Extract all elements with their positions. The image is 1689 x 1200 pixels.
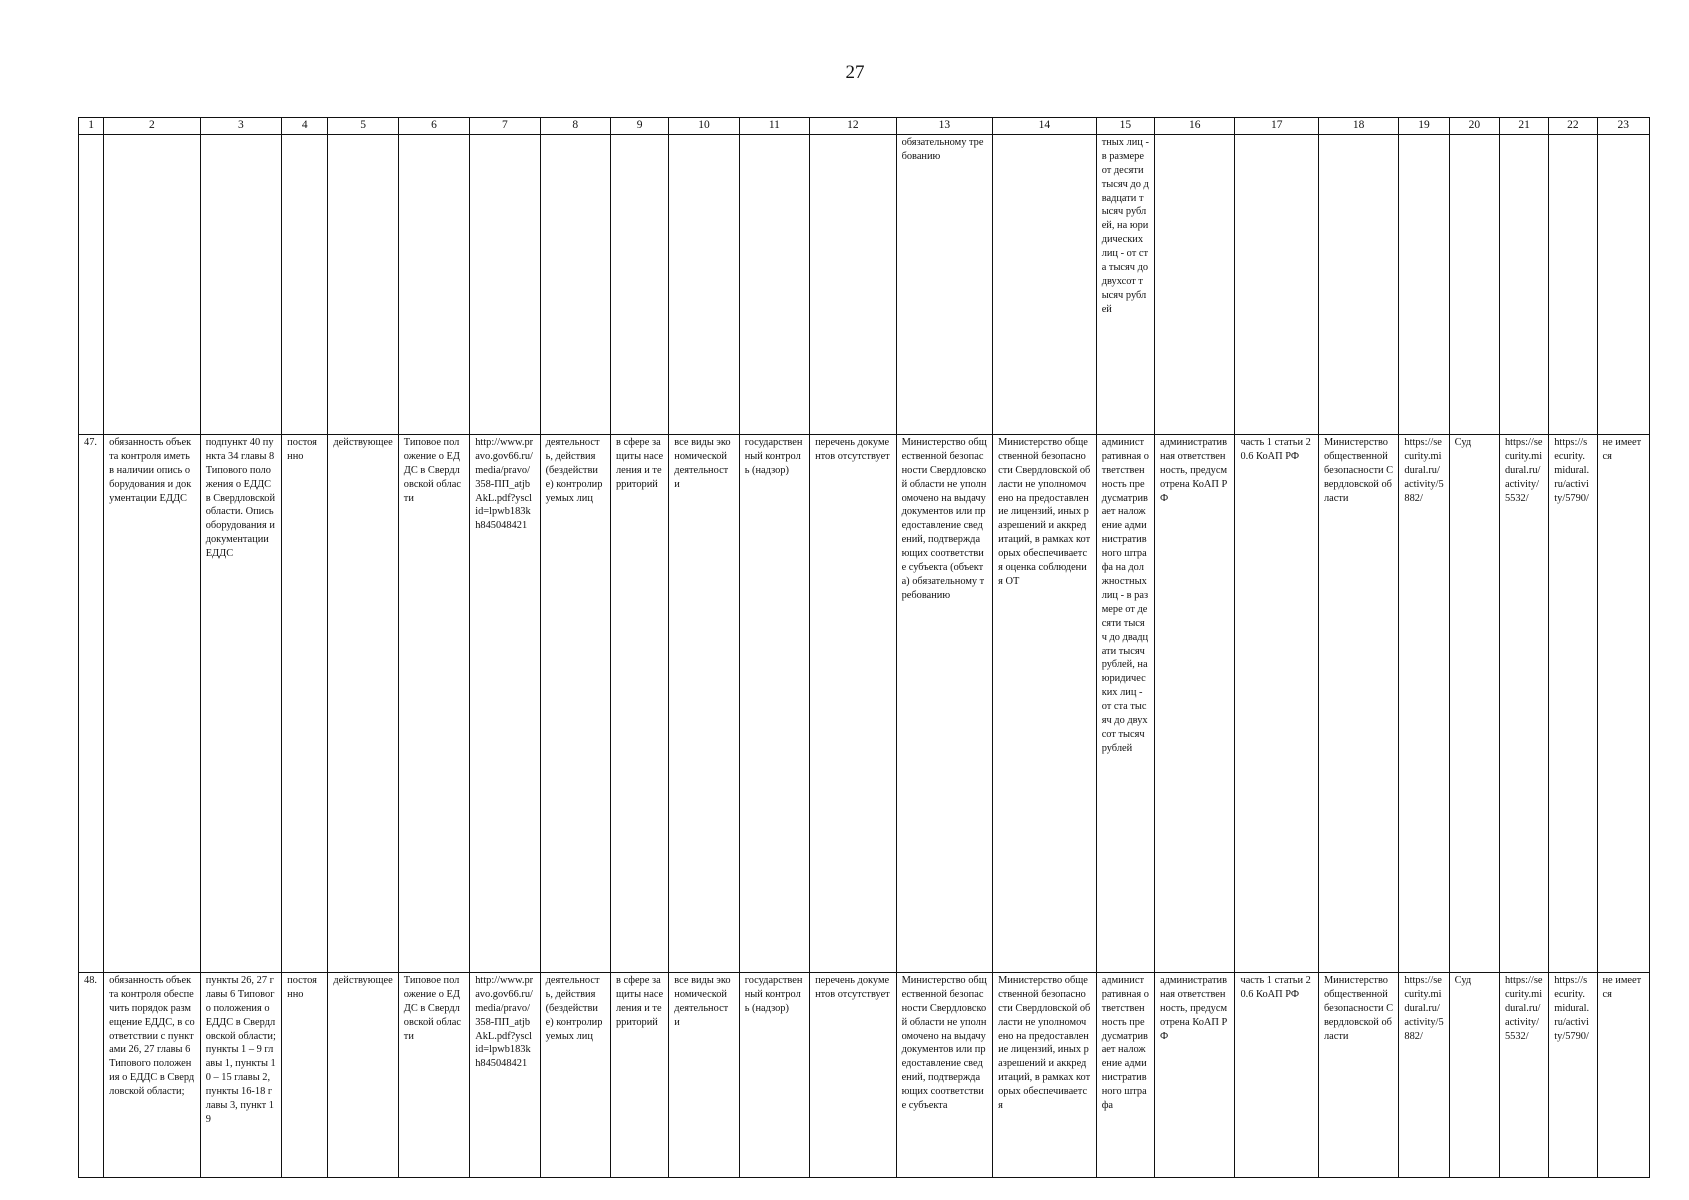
table-cell: Министерство общественной безопасности Свердловской области не уполномочено на предоставление лицензий, иных разрешений и аккредитаций, в рамках которых обеспечивается [993,972,1097,1177]
table-cell [610,134,668,434]
table-cell [398,134,469,434]
column-header: 12 [810,118,896,135]
table-cell: перечень документов отсутствует [810,434,896,972]
table-cell: пункты 26, 27 главы 6 Типового положения о ЕДДС в Свердловской области; пункты 1 – 9 главы 1, пункты 10 – 15 главы 2, пункты 16-18 главы 3, пункт 19 [200,972,281,1177]
column-header: 9 [610,118,668,135]
column-header: 1 [79,118,104,135]
table-cell [1597,134,1650,434]
table-cell: административная ответственность, предусмотрена КоАП РФ [1155,972,1235,1177]
column-header: 7 [470,118,540,135]
table-cell [104,134,201,434]
table-cell [993,134,1097,434]
table-cell: деятельность, действия (бездействие) контролируемых лиц [540,972,610,1177]
table-cell: государственный контроль (надзор) [739,972,809,1177]
column-header: 13 [896,118,993,135]
table-cell: обязанность объекта контроля иметь в наличии опись оборудования и документации ЕДДС [104,434,201,972]
requirements-table [78,117,1650,1178]
table-cell: в сфере защиты населения и территорий [610,972,668,1177]
column-header: 11 [739,118,809,135]
table-cell [540,134,610,434]
table-cell [810,134,896,434]
table-cell: https://security.midural.ru/activity/5790/ [1549,972,1597,1177]
column-header: 15 [1096,118,1154,135]
table-cell [328,134,398,434]
table-cell: Типовое положение о ЕДДС в Свердловской области [398,972,469,1177]
table-cell: подпункт 40 пункта 34 главы 8 Типового положения о ЕДДС в Свердловской области. Опись оборудования и документации ЕДДС [200,434,281,972]
table-row-47 [79,434,1650,972]
table-cell [1449,134,1499,434]
table-cell [1499,134,1548,434]
table-cell: не имеется [1597,972,1650,1177]
table-cell: http://www.pravo.gov66.ru/media/pravo/358-ПП_atjbAkL.pdf?ysclid=lpwb183kh845048421 [470,972,540,1177]
table-cell: https://security.midural.ru/activity/5532/ [1499,434,1548,972]
column-header: 4 [282,118,328,135]
column-header: 6 [398,118,469,135]
table-cell [739,134,809,434]
row-number: 48. [79,972,104,1177]
column-header: 3 [200,118,281,135]
table-cell: административная ответственность предусматривает наложение административного штрафа на должностных лиц - в размере от десяти тысяч до двадцати тысяч рублей, на юридических лиц - от ста тысяч до двухсот тысяч рублей [1096,434,1154,972]
column-header: 20 [1449,118,1499,135]
table-cell: действующее [328,972,398,1177]
table-cell: Министерство общественной безопасности Свердловской области не уполномочено на предоставление лицензий, иных разрешений и аккредитаций, в рамках которых обеспечивается оценка соблюдения ОТ [993,434,1097,972]
table-cell [470,134,540,434]
column-header: 21 [1499,118,1548,135]
column-header: 2 [104,118,201,135]
column-number-row [79,118,1650,135]
table-cell: в сфере защиты населения и территорий [610,434,668,972]
column-header: 8 [540,118,610,135]
table-cell: обязанность объекта контроля обеспечить порядок размещение ЕДДС, в соответствии с пунктами 26, 27 главы 6 Типового положения о ЕДДС в Свердловской области; [104,972,201,1177]
table-cell: административная ответственность, предусмотрена КоАП РФ [1155,434,1235,972]
table-cell: не имеется [1597,434,1650,972]
table-cell [1549,134,1597,434]
table-cell: Министерство общественной безопасности Свердловской области не уполномочено на выдачу документов или предоставление сведений, подтверждающих соответствие субъекта [896,972,993,1177]
table-cell: деятельность, действия (бездействие) контролируемых лиц [540,434,610,972]
table-cell [79,134,104,434]
column-header: 22 [1549,118,1597,135]
table-cell: http://www.pravo.gov66.ru/media/pravo/358-ПП_atjbAkL.pdf?ysclid=lpwb183kh845048421 [470,434,540,972]
table-cell [200,134,281,434]
table-cell: административная ответственность предусматривает наложение административного штрафа [1096,972,1154,1177]
table-cell [1235,134,1318,434]
table-cell: https://security.midural.ru/activity/5532/ [1499,972,1548,1177]
column-header: 19 [1399,118,1449,135]
table-cell [1155,134,1235,434]
table-cell [1399,134,1449,434]
column-header: 17 [1235,118,1318,135]
table-cell: действующее [328,434,398,972]
table-cell: часть 1 статьи 20.6 КоАП РФ [1235,434,1318,972]
column-header: 23 [1597,118,1650,135]
table-cell: тных лиц - в размере от десяти тысяч до двадцати тысяч рублей, на юридических лиц - от ста тысяч до двухсот тысяч рублей [1096,134,1154,434]
table-row-continuation [79,134,1650,434]
table-cell: государственный контроль (надзор) [739,434,809,972]
table-cell: Типовое положение о ЕДДС в Свердловской области [398,434,469,972]
table-cell: Министерство общественной безопасности Свердловской области [1318,972,1398,1177]
table-cell: https://security.midural.ru/activity/5882/ [1399,972,1449,1177]
table-cell: Суд [1449,972,1499,1177]
table-row-48 [79,972,1650,1177]
table-cell: постоянно [282,434,328,972]
column-header: 5 [328,118,398,135]
table-cell [669,134,739,434]
table-cell: обязательному требованию [896,134,993,434]
page-number: 27 [845,62,865,83]
table-cell: Суд [1449,434,1499,972]
table-cell: постоянно [282,972,328,1177]
column-header: 18 [1318,118,1398,135]
table-cell: все виды экономической деятельности [669,434,739,972]
table-cell: часть 1 статьи 20.6 КоАП РФ [1235,972,1318,1177]
table-cell: https://security.midural.ru/activity/5790/ [1549,434,1597,972]
table-cell [1318,134,1398,434]
table-cell: перечень документов отсутствует [810,972,896,1177]
table-cell: все виды экономической деятельности [669,972,739,1177]
column-header: 10 [669,118,739,135]
table-cell: Министерство общественной безопасности Свердловской области [1318,434,1398,972]
row-number: 47. [79,434,104,972]
table-cell: https://security.midural.ru/activity/5882/ [1399,434,1449,972]
table-cell [282,134,328,434]
column-header: 16 [1155,118,1235,135]
column-header: 14 [993,118,1097,135]
table-cell: Министерство общественной безопасности Свердловской области не уполномочено на выдачу документов или предоставление сведений, подтверждающих соответствие субъекта (объекта) обязательному требованию [896,434,993,972]
